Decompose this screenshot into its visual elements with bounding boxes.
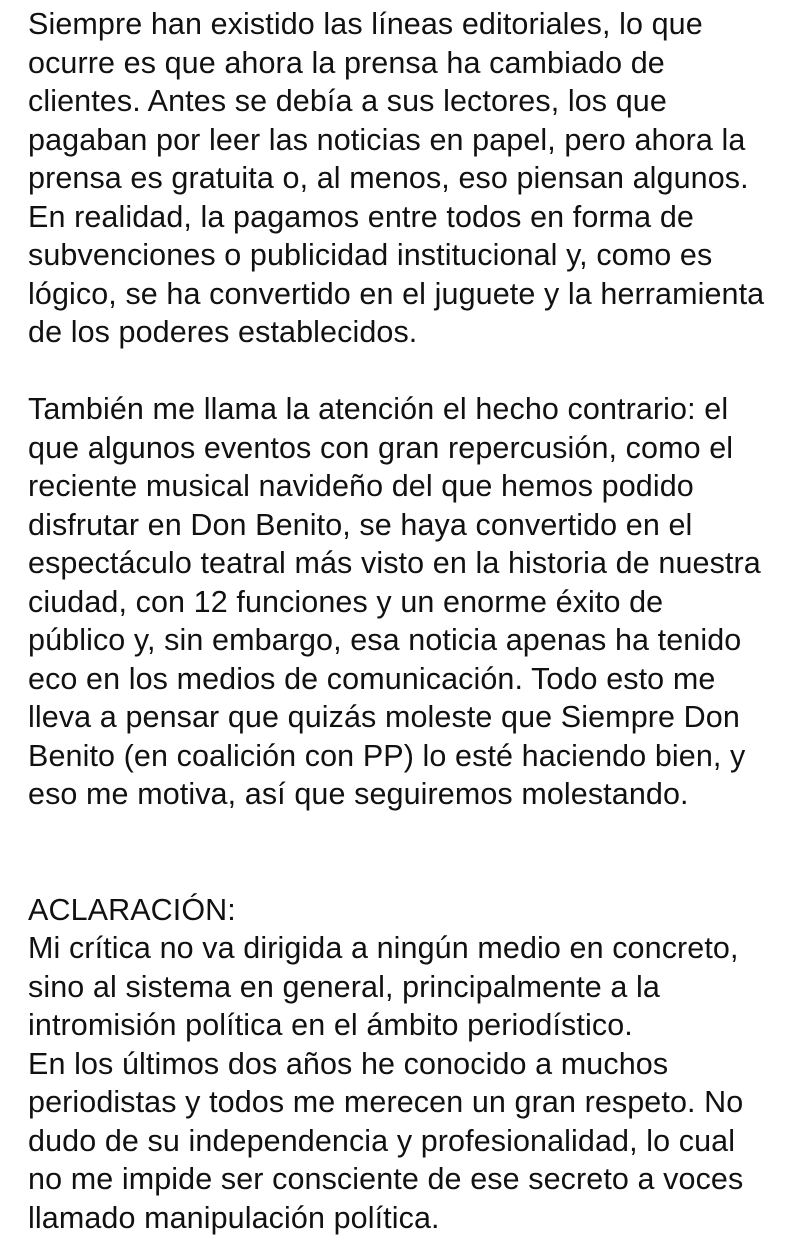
text-line: En los últimos dos años he conocido a muchos	[28, 1045, 798, 1084]
text-line: lógico, se ha convertido en el juguete y la herramienta	[28, 275, 798, 314]
text-line: de los poderes establecidos.	[28, 313, 798, 352]
text-line: eco en los medios de comunicación. Todo esto me	[28, 660, 798, 699]
text-line: intromisión política en el ámbito periodístico.	[28, 1006, 798, 1045]
paragraph-spacer	[28, 352, 798, 391]
text-line: espectáculo teatral más visto en la historia de nuestra	[28, 544, 798, 583]
text-line: eso me motiva, así que seguiremos molestando.	[28, 775, 798, 814]
text-line: disfrutar en Don Benito, se haya convertido en el	[28, 506, 798, 545]
text-line: llamado manipulación política.	[28, 1199, 798, 1237]
paragraph-spacer	[28, 852, 798, 891]
text-line: ciudad, con 12 funciones y un enorme éxito de	[28, 583, 798, 622]
text-line: subvenciones o publicidad institucional y, como es	[28, 236, 798, 275]
text-line: pagaban por leer las noticias en papel, pero ahora la	[28, 121, 798, 160]
text-line: Mi crítica no va dirigida a ningún medio en concreto,	[28, 929, 798, 968]
text-line: sino al sistema en general, principalmente a la	[28, 968, 798, 1007]
paragraph-spacer	[28, 814, 798, 853]
text-line: no me impide ser consciente de ese secreto a voces	[28, 1160, 798, 1199]
text-line: ocurre es que ahora la prensa ha cambiado de	[28, 44, 798, 83]
text-line: En realidad, la pagamos entre todos en forma de	[28, 198, 798, 237]
clarification-section	[28, 891, 798, 1237]
text-line: clientes. Antes se debía a sus lectores, los que	[28, 82, 798, 121]
text-line: Siempre han existido las líneas editoriales, lo que	[28, 5, 798, 44]
paragraph-1	[28, 0, 798, 352]
text-line: prensa es gratuita o, al menos, eso piensan algunos.	[28, 159, 798, 198]
text-line: que algunos eventos con gran repercusión, como el	[28, 429, 798, 468]
text-line: lleva a pensar que quizás moleste que Siempre Don	[28, 698, 798, 737]
text-line: También me llama la atención el hecho contrario: el	[28, 390, 798, 429]
note-text	[28, 0, 798, 1237]
text-line: público y, sin embargo, esa noticia apenas ha tenido	[28, 621, 798, 660]
text-line: reciente musical navideño del que hemos podido	[28, 467, 798, 506]
clarification-heading: ACLARACIÓN:	[28, 891, 798, 930]
text-line: Benito (en coalición con PP) lo esté haciendo bien, y	[28, 737, 798, 776]
text-line: periodistas y todos me merecen un gran respeto. No	[28, 1083, 798, 1122]
text-line: dudo de su independencia y profesionalidad, lo cual	[28, 1122, 798, 1161]
paragraph-2	[28, 390, 798, 814]
